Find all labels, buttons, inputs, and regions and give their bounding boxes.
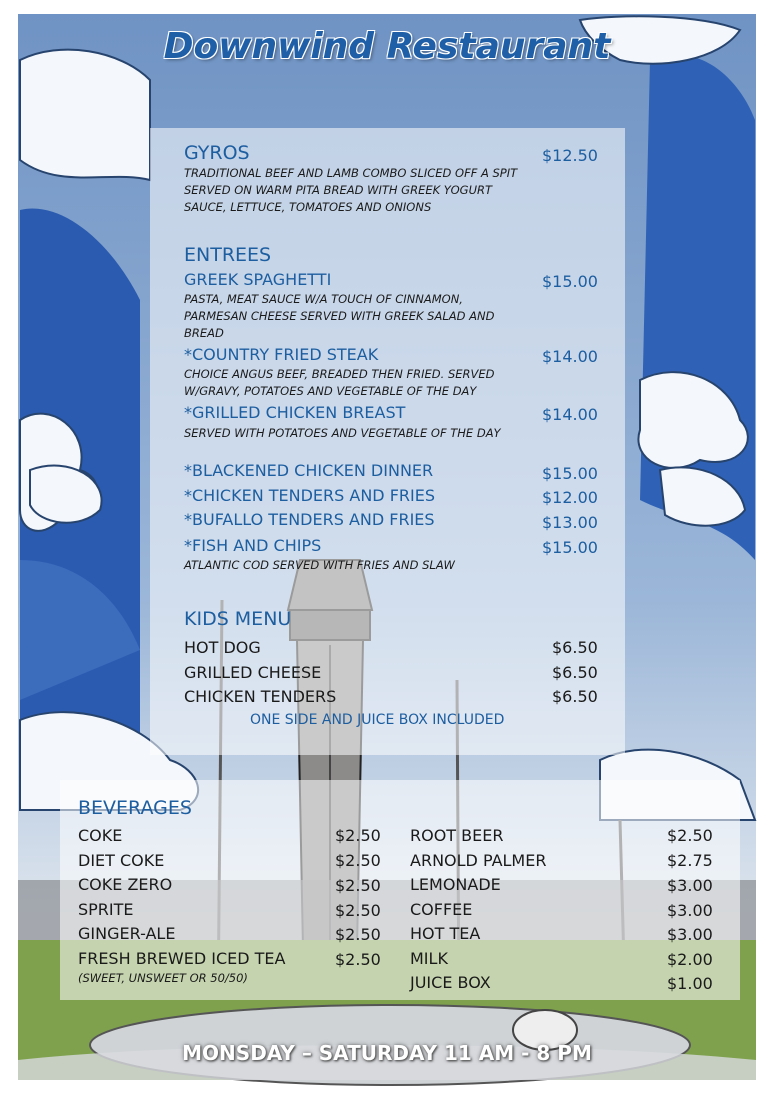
kids-item-name: GRILLED CHEESE [184,663,322,682]
kids-item-name: HOT DOG [184,638,261,657]
beverage-name: DIET COKE [78,851,165,870]
beverage-price: $2.50 [667,826,713,845]
entree-name: *GRILLED CHICKEN BREAST [184,403,406,422]
beverage-price: $2.50 [335,950,381,969]
entree-price: $14.00 [542,347,598,366]
beverage-price: $3.00 [667,925,713,944]
entree-price: $13.00 [542,513,598,532]
entree-name: *FISH AND CHIPS [184,536,322,555]
beverage-name: COKE ZERO [78,875,173,894]
entree-name: *BUFALLO TENDERS AND FRIES [184,510,435,529]
gyros-price: $12.50 [542,146,598,165]
beverage-price: $3.00 [667,876,713,895]
entree-description: CHOICE ANGUS BEEF, BREADED THEN FRIED. SERVED W/GRAVY, POTATOES AND VEGETABLE OF THE DAY [184,367,495,398]
entree-price: $15.00 [542,272,598,291]
gyros-description: TRADITIONAL BEEF AND LAMB COMBO SLICED OFF A SPIT SERVED ON WARM PITA BREAD WITH GREEK YOGURT SAUCE, LETTUCE, TOMATOES AND ONIONS [184,166,518,214]
gyros-heading: GYROS [184,142,250,164]
opening-hours: MONSDAY – SATURDAY 11 AM - 8 PM [182,1041,592,1065]
beverage-name: SPRITE [78,900,134,919]
entree-name: GREEK SPAGHETTI [184,270,332,289]
kids-menu-heading: KIDS MENU [184,608,292,630]
entrees-heading: ENTREES [184,244,272,266]
entree-name: *COUNTRY FRIED STEAK [184,345,379,364]
kids-item-name: CHICKEN TENDERS [184,687,337,706]
beverage-name: MILK [410,949,448,968]
kids-menu-note: ONE SIDE AND JUICE BOX INCLUDED [250,712,505,728]
beverage-price: $2.50 [335,925,381,944]
kids-item-price: $6.50 [552,638,598,657]
entree-price: $15.00 [542,464,598,483]
beverage-name: GINGER-ALE [78,924,176,943]
beverage-name: COFFEE [410,900,473,919]
beverage-price: $2.00 [667,950,713,969]
entree-price: $15.00 [542,538,598,557]
entree-price: $14.00 [542,405,598,424]
entree-name: *CHICKEN TENDERS AND FRIES [184,486,436,505]
entree-description: ATLANTIC COD SERVED WITH FRIES AND SLAW [184,558,455,572]
kids-item-price: $6.50 [552,663,598,682]
entree-name: *BLACKENED CHICKEN DINNER [184,461,434,480]
beverage-price: $1.00 [667,974,713,993]
beverage-name: LEMONADE [410,875,501,894]
beverage-name: HOT TEA [410,924,481,943]
iced-tea-note: (SWEET, UNSWEET OR 50/50) [78,971,248,985]
restaurant-title: Downwind Restaurant [163,26,611,67]
beverage-price: $2.50 [335,851,381,870]
beverage-name: COKE [78,826,123,845]
kids-item-price: $6.50 [552,687,598,706]
beverage-name: FRESH BREWED ICED TEA [78,949,286,968]
beverage-price: $2.75 [667,851,713,870]
beverage-price: $2.50 [335,826,381,845]
beverage-price: $3.00 [667,901,713,920]
beverage-name: ROOT BEER [410,826,504,845]
beverages-heading: BEVERAGES [78,797,192,819]
beverage-price: $2.50 [335,876,381,895]
beverage-price: $2.50 [335,901,381,920]
beverage-name: JUICE BOX [410,973,491,992]
entree-description: SERVED WITH POTATOES AND VEGETABLE OF THE DAY [184,426,501,440]
entree-description: PASTA, MEAT SAUCE W/A TOUCH OF CINNAMON, PARMESAN CHEESE SERVED WITH GREEK SALAD AND BREAD [184,292,495,340]
entree-price: $12.00 [542,488,598,507]
beverage-name: ARNOLD PALMER [410,851,547,870]
